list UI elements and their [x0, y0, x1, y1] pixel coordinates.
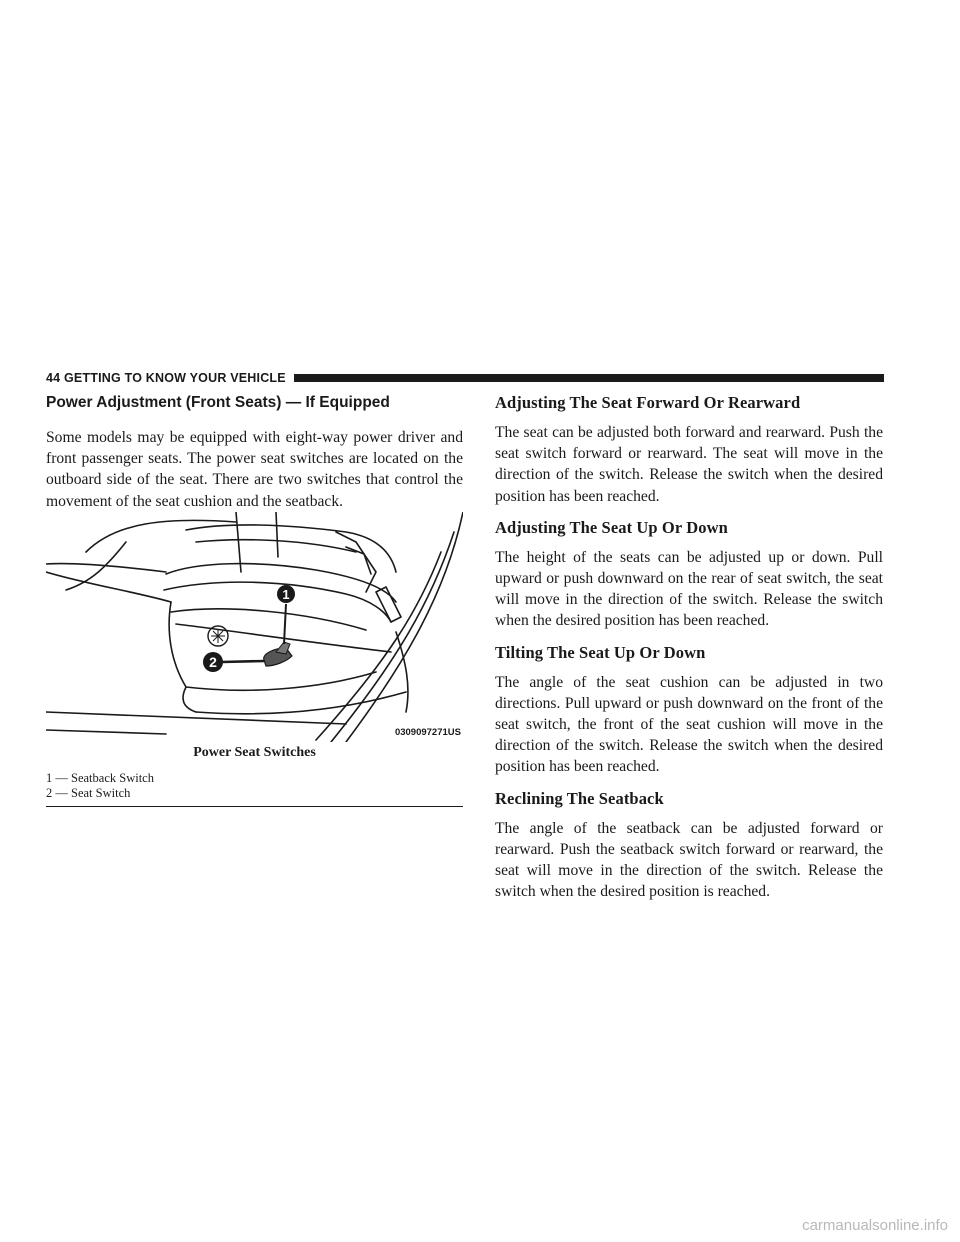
page-header: [46, 370, 884, 386]
right-column: [495, 393, 883, 913]
heading-up-down: Adjusting The Seat Up Or Down: [495, 517, 728, 537]
vent-icon: [208, 626, 228, 646]
callout-1-label: 1: [282, 587, 290, 602]
paragraph-forward-rearward: The seat can be adjusted both forward and rearward. Push the seat switch forward or rearward. The seat will move in the direction of the switch. Release the switch when the desired position has been reached.: [495, 424, 883, 505]
section-heading-power-adjustment: Power Adjustment (Front Seats) — If Equipped: [46, 394, 390, 411]
seat-drawing: [46, 512, 463, 742]
heading-reclining: Reclining The Seatback: [495, 788, 664, 808]
heading-tilting: Tilting The Seat Up Or Down: [495, 642, 706, 662]
figure-legend: [46, 771, 463, 801]
legend-item: 1 — Seatback Switch: [46, 771, 154, 785]
watermark: carmanualsonline.info: [802, 1217, 948, 1234]
paragraph-reclining: The angle of the seatback can be adjusted forward or rearward. Push the seatback switch forward or rearward, the seat will move in the direction of the switch. Release the switch when the desired position is reached.: [495, 819, 883, 901]
paragraph-up-down: The height of the seats can be adjusted up or down. Pull upward or push downward on the rear of seat switch, the seat will move in the direction of the switch. Release the switch when the desired position has been reached.: [495, 548, 883, 630]
seat-switch-shape: [264, 642, 292, 666]
header-rule: [294, 374, 884, 382]
page-header-text: 44 GETTING TO KNOW YOUR VEHICLE: [46, 371, 286, 385]
legend-item: 2 — Seat Switch: [46, 786, 131, 800]
power-seat-switches-illustration: [46, 512, 463, 742]
legend-divider: [46, 806, 463, 807]
figure-caption: Power Seat Switches: [193, 745, 316, 760]
heading-forward-rearward: Adjusting The Seat Forward Or Rearward: [495, 393, 801, 412]
left-column: [46, 393, 463, 524]
figure-code: 0309097271US: [394, 727, 461, 738]
paragraph-tilting: The angle of the seat cushion can be adjusted in two directions. Pull upward or push downward on the front of the seat switch, the front of the seat cushion will move in the direction of the switch. Release the switch when the desired position has been reached.: [495, 673, 883, 776]
intro-paragraph: Some models may be equipped with eight-way power driver and front passenger seats. The power seat switches are located on the outboard side of the seat. There are two switches that control the movement of the seat cushion and the seatback.: [46, 429, 463, 510]
callout-2-label: 2: [209, 654, 217, 670]
